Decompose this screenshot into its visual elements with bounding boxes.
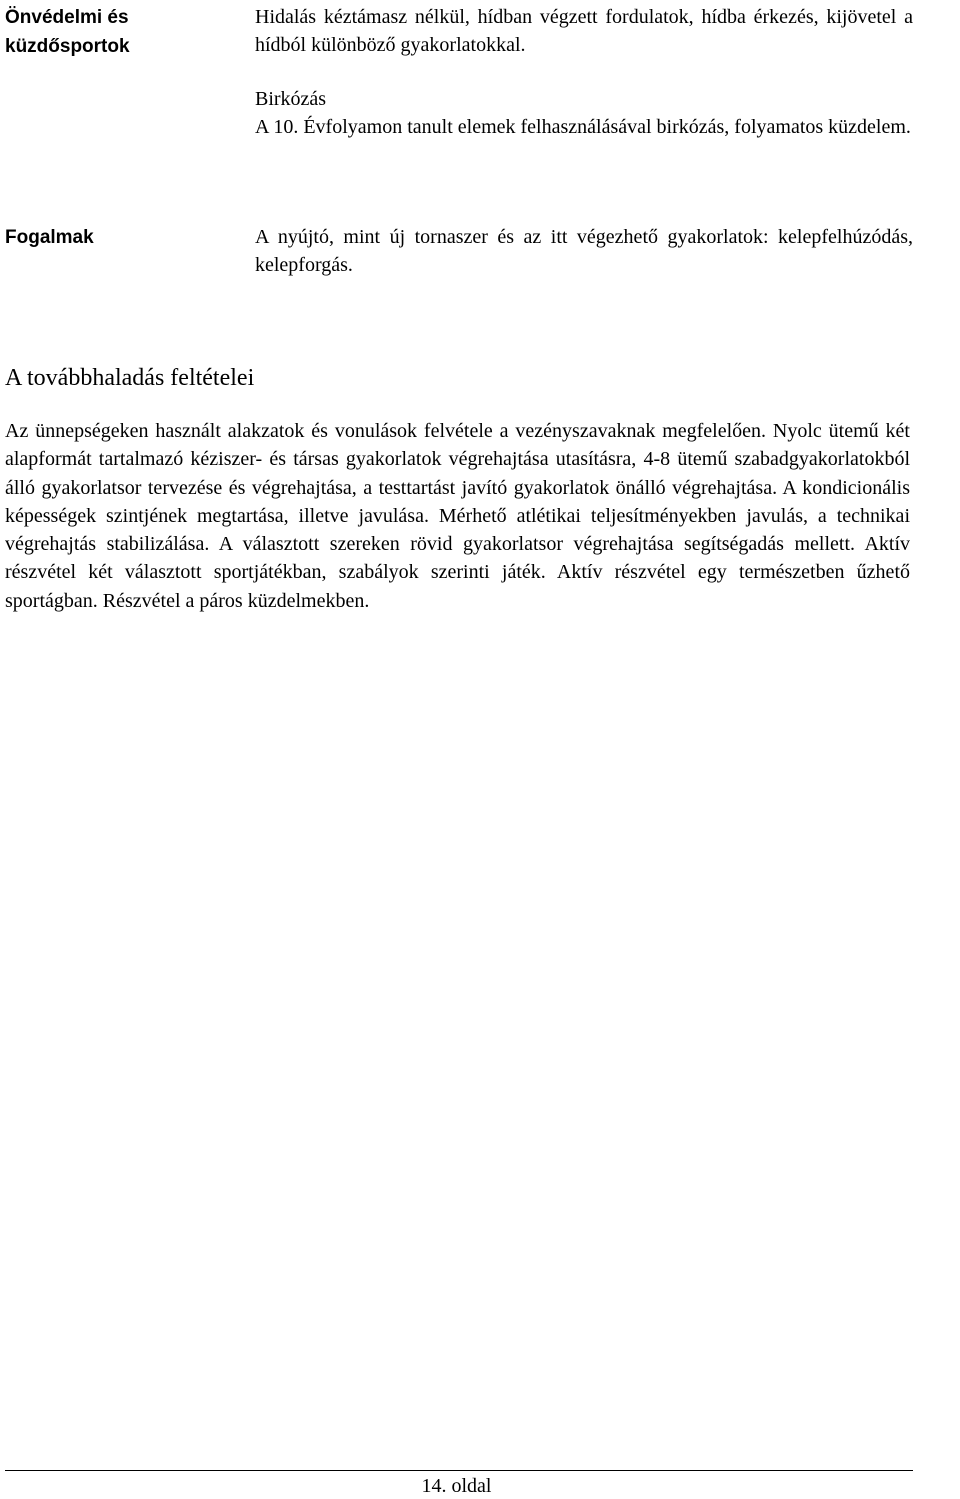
section-body: Az ünnepségeken használt alakzatok és vonulások felvétele a vezényszavaknak megfelelően. Nyolc ütemű két alapformát tartalmazó kéziszer- és társas gyakorlatok végrehajtása utasításra, 4-8 ütemű szabadgyakorlatokból álló gyakorlatsor tervezése és végrehajtása, a testtartást javító gyakorlatok önálló végrehajtása. A kondicionális képességek szintjének megtartása, illetve javulása. Mérhető atlétikai teljesítményekben javulás, a technikai végrehajtás stabilizálása. A választott szereken rövid gyakorlatsor végrehajtása segítségadás mellett. Aktív részvétel két választott sportjátékban, szabályok szerinti játék. Aktív részvétel egy természetben űzhető sportágban. Részvétel a páros küzdelmekben.: [5, 420, 910, 612]
footer-divider: [5, 1470, 913, 1471]
row-label-line: Fogalmak: [5, 227, 94, 248]
paragraph-bridge: Hidalás kéztámasz nélkül, hídban végzett fordulatok, hídba érkezés, kijövetel a hídból különböző gyakorlatokkal.: [255, 6, 913, 56]
table-row-self-defense: [5, 3, 913, 173]
table-row-concepts: [5, 223, 913, 283]
row-label-line: Önvédelmi és: [5, 7, 129, 28]
row-body-self-defense: [255, 3, 913, 141]
paragraph-concepts: A nyújtó, mint új tornaszer és az itt végezhető gyakorlatok: kelepfelhúzódás, kelepforgás.: [255, 226, 913, 276]
paragraph-wrestling-heading: Birkózás: [255, 88, 327, 110]
row-label-concepts: [5, 223, 235, 252]
section-title: A továbbhaladás feltételei: [5, 365, 255, 391]
row-label-line: küzdősportok: [5, 36, 130, 57]
row-body-concepts: [255, 223, 913, 279]
paragraph-wrestling-text: A 10. Évfolyamon tanult elemek felhasználásával birkózás, folyamatos küzdelem.: [255, 116, 911, 138]
page-number: 14. oldal: [421, 1475, 492, 1497]
row-label-self-defense: [5, 3, 235, 61]
